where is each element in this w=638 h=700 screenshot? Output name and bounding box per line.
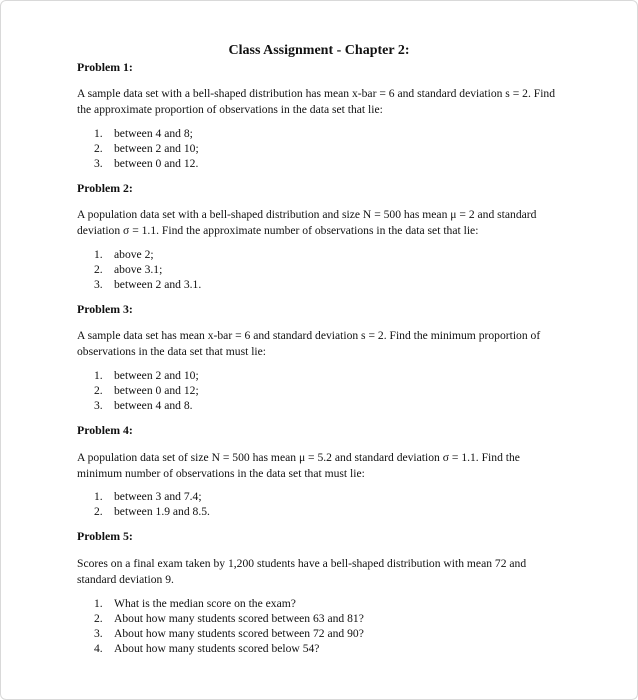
item-number: 2.: [94, 384, 103, 397]
list-item: [94, 611, 364, 626]
problem-3-heading: Problem 3:: [77, 302, 133, 316]
list-item: [94, 504, 210, 519]
list-item: [94, 626, 364, 641]
item-text: between 2 and 10;: [114, 142, 199, 155]
item-number: 2.: [94, 505, 103, 518]
problem-5-heading: Problem 5:: [77, 529, 133, 543]
problem-1-stem: A sample data set with a bell-shaped distribution has mean x-bar = 6 and standard deviation s = 2. Find the approximate proportion of observations in the data set that lie:: [77, 87, 556, 116]
item-text: between 0 and 12;: [114, 384, 199, 397]
problem-3-stem: A sample data set has mean x-bar = 6 and standard deviation s = 2. Find the minimum proportion of observations in the data set that must lie:: [77, 329, 541, 358]
list-item: [94, 489, 210, 504]
problem-4-stem: A population data set of size N = 500 has mean μ = 5.2 and standard deviation σ = 1.1. Find the minimum number of observations in the data set that must lie:: [77, 451, 520, 480]
problem-1-heading: Problem 1:: [77, 60, 133, 74]
list-item: [94, 277, 201, 292]
list-item: [94, 383, 199, 398]
item-text: between 2 and 10;: [114, 369, 199, 382]
item-text: About how many students scored between 72 and 90?: [114, 627, 364, 640]
item-number: 1.: [94, 369, 103, 382]
problem-4-list: [94, 489, 210, 519]
item-text: between 0 and 12.: [114, 157, 199, 170]
item-number: 2.: [94, 142, 103, 155]
item-text: between 2 and 3.1.: [114, 278, 202, 291]
item-number: 3.: [94, 278, 103, 291]
problem-2-list: [94, 247, 201, 292]
item-text: What is the median score on the exam?: [114, 597, 296, 610]
item-text: About how many students scored between 63 and 81?: [114, 612, 364, 625]
problem-4-heading: Problem 4:: [77, 423, 133, 437]
item-text: above 2;: [114, 248, 154, 261]
item-number: 4.: [94, 642, 103, 655]
list-item: [94, 596, 364, 611]
item-text: between 4 and 8.: [114, 399, 193, 412]
item-number: 3.: [94, 157, 103, 170]
problem-5-stem: Scores on a final exam taken by 1,200 students have a bell-shaped distribution with mean 72 and standard deviation 9.: [77, 557, 527, 586]
item-number: 1.: [94, 127, 103, 140]
item-text: between 3 and 7.4;: [114, 490, 202, 503]
list-item: [94, 398, 199, 413]
list-item: [94, 156, 199, 171]
list-item: [94, 641, 364, 656]
problem-2-stem: A population data set with a bell-shaped distribution and size N = 500 has mean μ = 2 and standard deviation σ = 1.1. Find the approximate number of observations in the data set that lie:: [77, 208, 537, 237]
problem-5-list: [94, 596, 364, 656]
problem-3-list: [94, 368, 199, 413]
item-number: 1.: [94, 597, 103, 610]
item-number: 2.: [94, 263, 103, 276]
item-text: About how many students scored below 54?: [114, 642, 320, 655]
item-text: between 1.9 and 8.5.: [114, 505, 210, 518]
list-item: [94, 126, 199, 141]
list-item: [94, 141, 199, 156]
problem-2-heading: Problem 2:: [77, 181, 133, 195]
item-text: above 3.1;: [114, 263, 163, 276]
item-number: 2.: [94, 612, 103, 625]
list-item: [94, 262, 201, 277]
item-number: 1.: [94, 248, 103, 261]
item-number: 3.: [94, 399, 103, 412]
item-number: 1.: [94, 490, 103, 503]
list-item: [94, 368, 199, 383]
item-number: 3.: [94, 627, 103, 640]
problem-1-list: [94, 126, 199, 171]
document-title: Class Assignment - Chapter 2:: [228, 43, 410, 58]
item-text: between 4 and 8;: [114, 127, 193, 140]
list-item: [94, 247, 201, 262]
